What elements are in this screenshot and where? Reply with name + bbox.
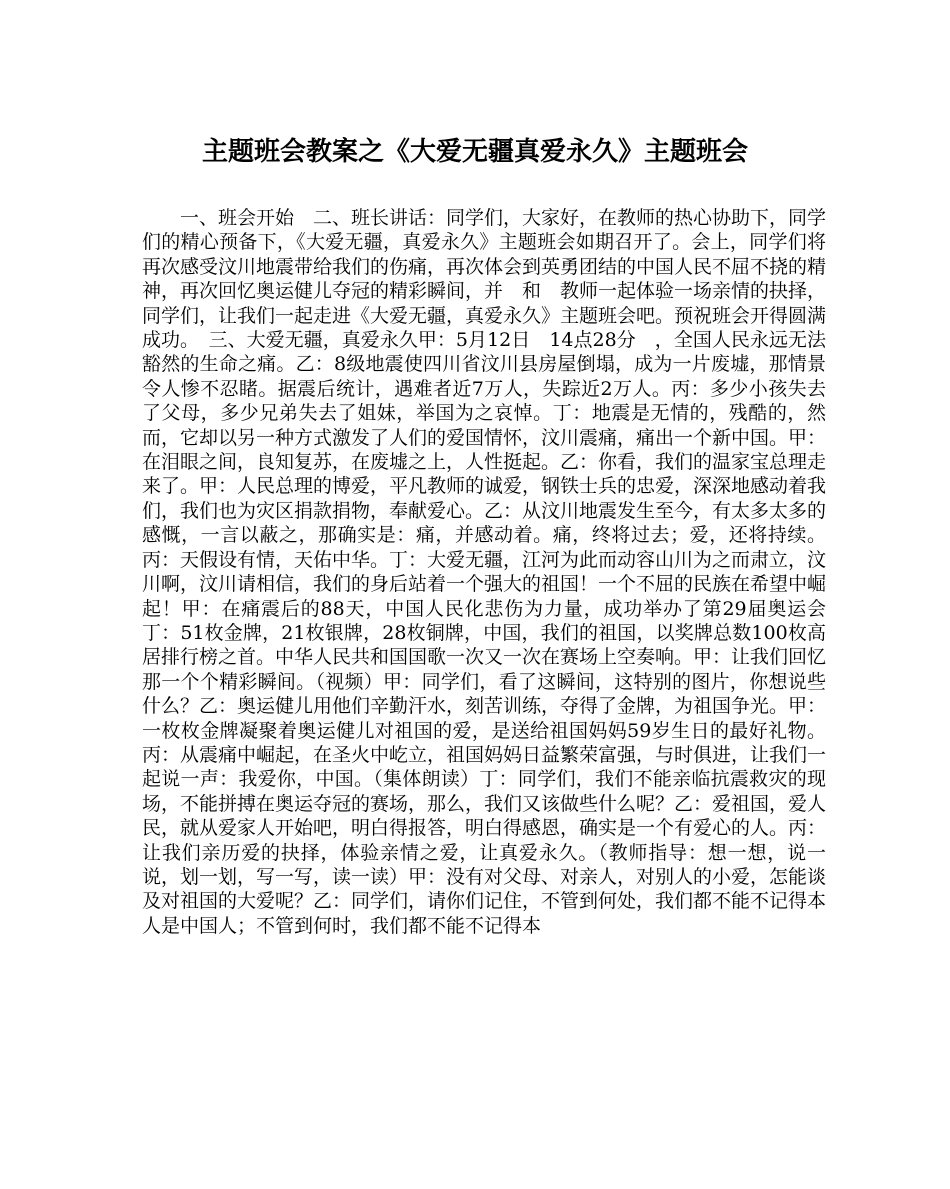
document-title: 主题班会教案之《大爱无疆真爱永久》主题班会: [201, 137, 748, 167]
document-body-paragraph: 一、班会开始 二、班长讲话：同学们，大家好，在教师的热心协助下，同学们的精心预备下，《大爱无疆，真爱永久》主题班会如期召开了。会上，同学们将再次感受汶川地震带给我们的伤痛，再次体会到英勇团结的中国人民不屈不挠的精神，再次回忆奥运健儿夺冠的精彩瞬间，并 和 教师一起体验一场亲情的抉择，同学们，让我们一起走进《大爱无疆，真爱永久》主题班会吧。预祝班会开得圆满成功。 三、大爱无疆，真爱永久甲：5月12日 14点28分 ，全国人民永远无法豁然的生命之痛。乙：8级地震使四川省汶川县房屋倒塌，成为一片废墟，那情景令人惨不忍睹。据震后统计，遇难者近7万人，失踪近2万人。丙：多少小孩失去了父母，多少兄弟失去了姐妹，举国为之哀悼。丁：地震是无情的，残酷的，然而，它却以另一种方式激发了人们的爱国情怀，汶川震痛，痛出一个新中国。甲：在泪眼之间，良知复苏，在废墟之上，人性挺起。乙：你看，我们的温家宝总理走来了。甲：人民总理的博爱，平凡教师的诚爱，钢铁士兵的忠爱，深深地感动着我们，我们也为灾区捐款捐物，奉献爱心。乙：从汶川地震发生至今，有太多太多的感慨，一言以蔽之，那确实是：痛，并感动着。痛，终将过去；爱，还将持续。丙：天假设有情，天佑中华。丁：大爱无疆，江河为此而动容山川为之而肃立，汶川啊，汶川请相信，我们的身后站着一个强大的祖国！一个不屈的民族在希望中崛起！甲：在痛震后的88天，中国人民化悲伤为力量，成功举办了第29届奥运会丁：51枚金牌，21枚银牌，28枚铜牌，中国，我们的祖国，以奖牌总数100枚高居排行榜之首。中华人民共和国国歌一次又一次在赛场上空奏响。甲：让我们回忆那一个个精彩瞬间。（视频）甲：同学们，看了这瞬间，这特别的图片，你想说些什么？乙：奥运健儿用他们辛勤汗水，刻苦训练，夺得了金牌，为祖国争光。甲：一枚枚金牌凝聚着奥运健儿对祖国的爱，是送给祖国妈妈59岁生日的最好礼物。丙：从震痛中崛起，在圣火中屹立，祖国妈妈日益繁荣富强，与时俱进，让我们一起说一声：我爱你，中国。（集体朗读）丁：同学们，我们不能亲临抗震救灾的现场，不能拼搏在奥运夺冠的赛场，那么，我们又该做些什么呢？乙：爱祖国，爱人民，就从爱家人开始吧，明白得报答，明白得感恩，确实是一个有爱心的人。丙：让我们亲历爱的抉择，体验亲情之爱，让真爱永久。（教师指导：想一想，说一说，划一划，写一写，读一读）甲：没有对父母、对亲人，对别人的小爱，怎能谈及对祖国的大爱呢？乙：同学们，请你们记住，不管到何处，我们都不能不记得本人是中国人；不管到何时，我们都不能不记得本: [142, 207, 827, 937]
